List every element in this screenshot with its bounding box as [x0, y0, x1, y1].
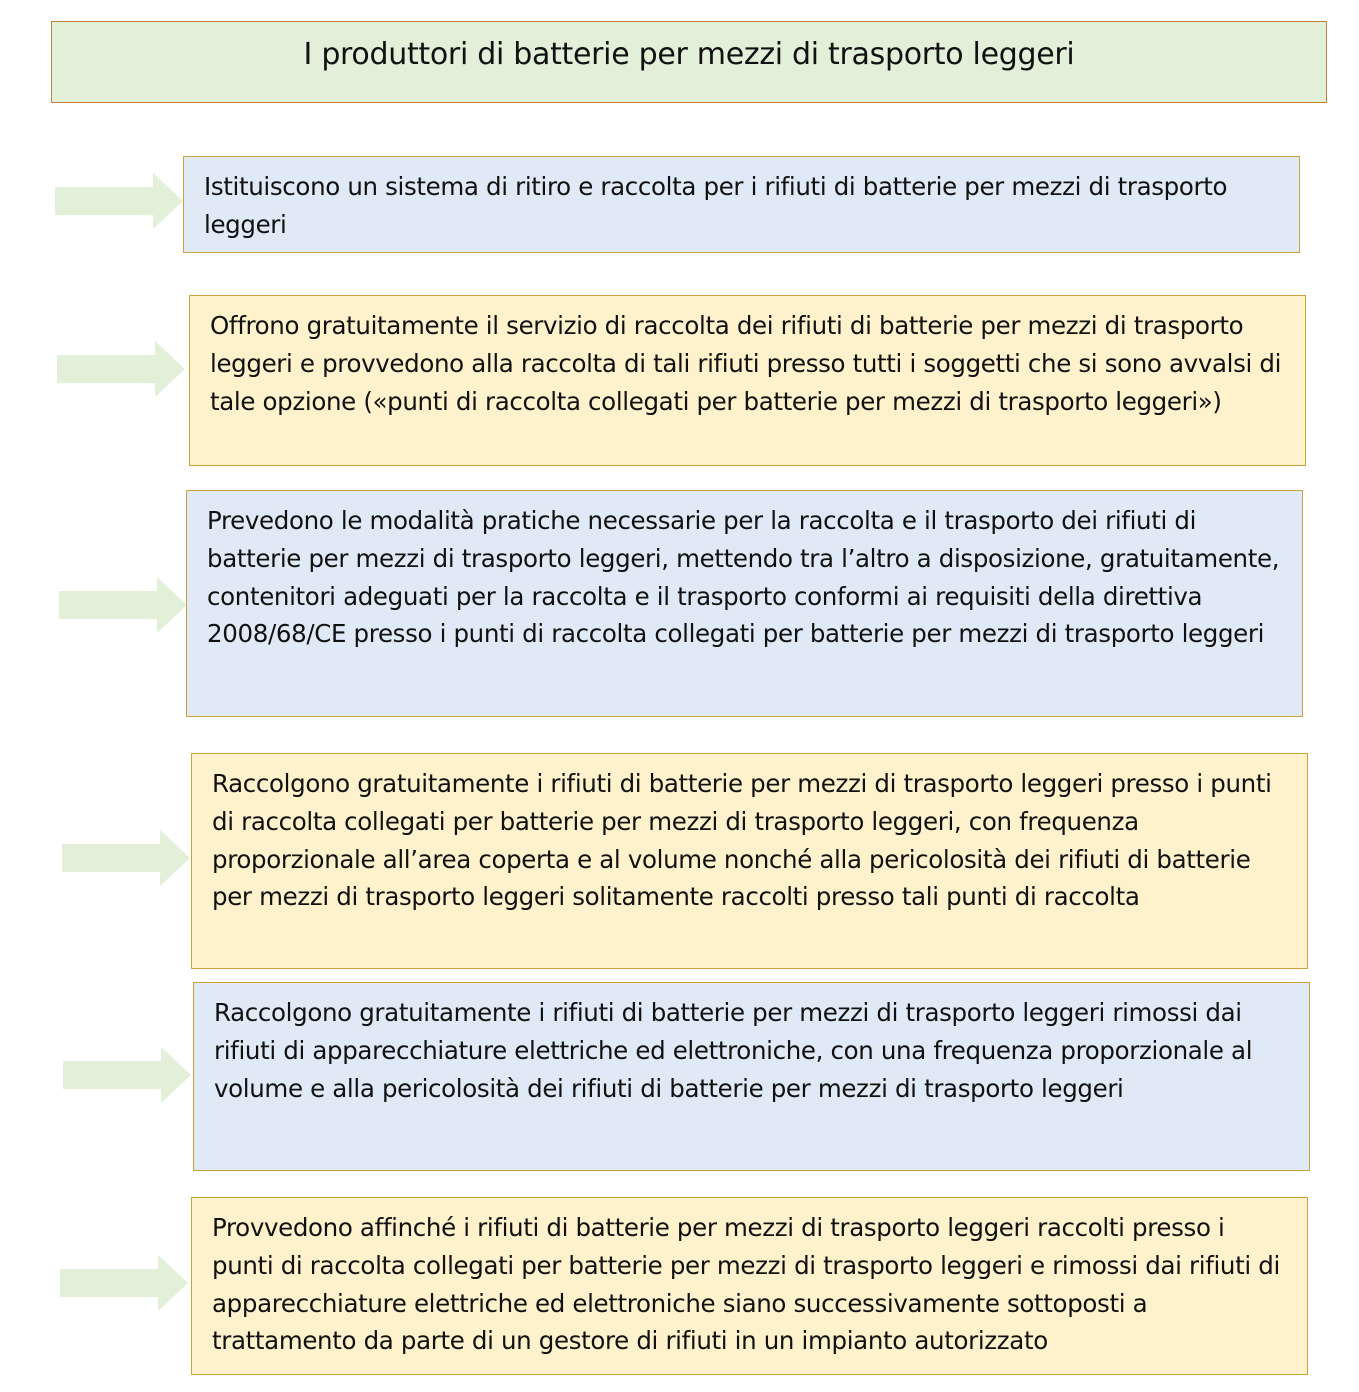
- right-arrow-icon: [63, 1047, 193, 1103]
- step-text-4: Raccolgono gratuitamente i rifiuti di batterie per mezzi di trasporto leggeri presso i punti di raccolta collegati per batterie per mezzi di trasporto leggeri, con frequenza proporzionale all’area coperta e al volume nonché alla pericolosità dei rifiuti di batterie per mezzi di trasporto leggeri solitamente raccolti presso tali punti di raccolta: [212, 769, 1272, 912]
- step-text-1: Istituiscono un sistema di ritiro e raccolta per i rifiuti di batterie per mezzi di trasporto leggeri: [204, 172, 1228, 239]
- right-arrow-icon: [57, 341, 187, 397]
- step-text-6: Provvedono affinché i rifiuti di batterie per mezzi di trasporto leggeri raccolti presso i punti di raccolta collegati per batterie per mezzi di trasporto leggeri e rimossi dai rifiuti di apparecchiature elettriche ed elettroniche siano successivamente sottoposti a trattamento da parte di un gestore di rifiuti in un impianto autorizzato: [212, 1213, 1280, 1356]
- step-text-5: Raccolgono gratuitamente i rifiuti di batterie per mezzi di trasporto leggeri rimossi dai rifiuti di apparecchiature elettriche ed elettroniche, con una frequenza proporzionale al volume e alla pericolosità dei rifiuti di batterie per mezzi di trasporto leggeri: [214, 998, 1253, 1103]
- step-box-2: [189, 295, 1306, 466]
- step-text-3: Prevedono le modalità pratiche necessarie per la raccolta e il trasporto dei rifiuti di batterie per mezzi di trasporto leggeri, mettendo tra l’altro a disposizione, gratuitamente, contenitori adeguati per la raccolta e il trasporto conformi ai requisiti della direttiva 2008/68/CE presso i punti di raccolta collegati per batterie per mezzi di trasporto leggeri: [207, 506, 1280, 649]
- step-box-3: [186, 490, 1303, 717]
- right-arrow-icon: [55, 173, 185, 229]
- step-box-6: [191, 1197, 1308, 1375]
- right-arrow-icon: [60, 1255, 190, 1311]
- step-box-5: [193, 982, 1310, 1171]
- step-box-1: [183, 156, 1300, 253]
- diagram-title: I produttori di batterie per mezzi di trasporto leggeri: [303, 36, 1075, 72]
- right-arrow-icon: [62, 830, 192, 886]
- step-text-2: Offrono gratuitamente il servizio di raccolta dei rifiuti di batterie per mezzi di trasporto leggeri e provvedono alla raccolta di tali rifiuti presso tutti i soggetti che si sono avvalsi di tale opzione («punti di raccolta collegati per batterie per mezzi di trasporto leggeri»): [210, 311, 1282, 416]
- right-arrow-icon: [59, 577, 189, 633]
- diagram-title-box: [51, 21, 1327, 103]
- step-box-4: [191, 753, 1308, 969]
